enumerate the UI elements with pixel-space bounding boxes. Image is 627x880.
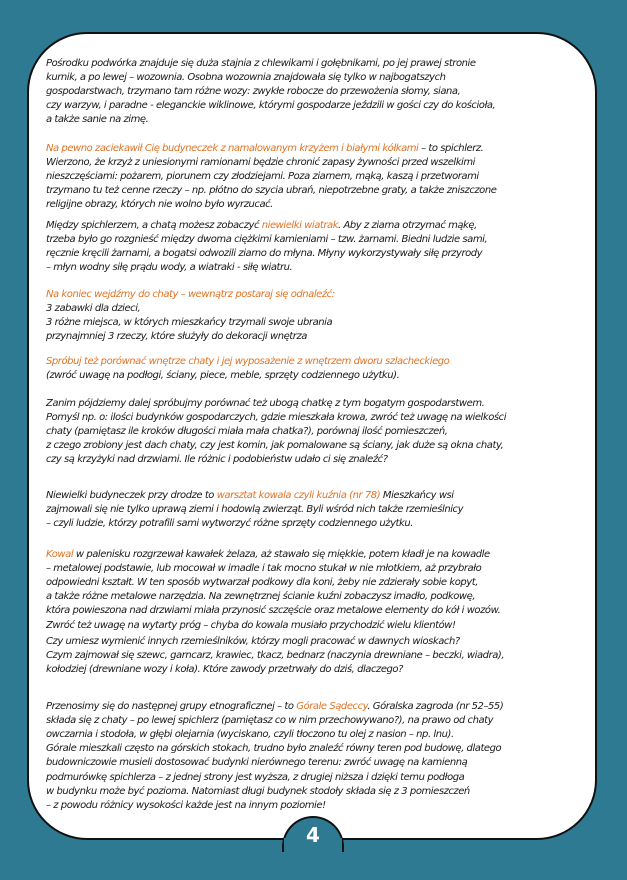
text-line: [46, 742, 501, 756]
page-number: 4: [306, 823, 320, 847]
text-line: [46, 170, 479, 184]
text-line: [46, 330, 307, 344]
body-text: Przenosimy się do następnej grupy etnograficznej – to: [46, 701, 297, 712]
body-text: budowniczowie musieli dostosować budynki nierównego terenu: zwróć uwagę na kamienną: [46, 757, 468, 769]
body-text: Pomyśl np. o: ilości budynków gospodarczych, gdzie mieszkała krowa, zwróć też uwagę na wielkości: [46, 412, 507, 424]
text-line: [46, 219, 477, 233]
body-text: Zwróć też uwagę na wytarty próg – chyba do kowala musiało przychodzić wielu klientów!: [46, 619, 456, 631]
text-line: [46, 397, 484, 411]
text-line: [46, 288, 335, 302]
highlighted-text: Na koniec wejdźmy do chaty – wewnątrz postaraj się odnaleźć:: [46, 289, 335, 300]
body-text: w palenisku rozgrzewał kawałek żelaza, aż stawało się miękkie, potem kładł je na kowadle: [73, 549, 490, 560]
body-text: nieszczęściami: pożarem, piorunem czy złodziejami. Poza ziarnem, mąką, kaszą i przetworami: [46, 171, 479, 183]
highlighted-text: Kowal: [46, 549, 74, 560]
body-text: – czyli ludzie, którzy potrafili sami wytworzyć różne sprzęty codziennego użytku.: [46, 518, 413, 530]
text-line: [46, 799, 326, 813]
text-line: [46, 503, 463, 517]
text-line: [46, 261, 292, 275]
body-text: Czy umiesz wymienić innych rzemieślników, którzy mogli pracować w dawnych wioskach?: [46, 636, 460, 647]
body-text: – z powodu różnicy wysokości każde jest na innym poziomie!: [46, 799, 326, 811]
body-text: Wierzono, że krzyż z uniesionymi ramionami będzie chronić zapasy żywności przed wszelkimi: [46, 157, 476, 169]
text-line: [46, 517, 413, 531]
body-text: 3 zabawki dla dzieci,: [46, 303, 141, 315]
body-text: . Aby z ziarna otrzymać mąkę,: [338, 220, 477, 231]
body-text: owczarnia i stodoła, w głębi olejarnia (wyciskano, czyli tłoczono tu olej z nasion – np. lnu).: [46, 729, 454, 741]
body-text: chaty (pamiętasz ile kroków długości miała mała chatka?), porównaj ilość pomieszczeń,: [46, 426, 448, 438]
text-line: [46, 425, 447, 439]
text-line: [46, 57, 476, 71]
body-text: Mieszkańcy wsi: [380, 490, 454, 501]
text-line: [46, 771, 464, 785]
body-text: trzeba było go rozgnieść między dwoma ciężkimi kamieniami – tzw. żarnami. Biedni ludzie sami,: [46, 234, 488, 246]
text-line: [46, 453, 388, 467]
body-text: odpowiedni kształt. W ten sposób wytwarzał podkowy dla koni, żeby nie zdzierały sobie kopyt,: [46, 577, 478, 589]
text-line: [46, 99, 495, 113]
text-line: [46, 562, 481, 576]
highlighted-text: warsztat kowala czyli kuźnia (nr 78): [216, 490, 381, 501]
body-text: – młyn wodny siłę prądu wody, a wiatraki - siłę wiatru.: [46, 262, 293, 274]
body-text: gospodarstwach, trzymano tam różne wozy: zwykłe robocze do przewożenia słomy, siana,: [46, 86, 461, 98]
text-line: [46, 576, 478, 590]
text-line: [46, 756, 467, 770]
text-line: [46, 619, 456, 633]
body-text: w budynku może być pozioma. Natomiast długi budynek stodoły składa się z 3 pomieszczeń: [46, 785, 470, 797]
body-text: Zanim pójdziemy dalej spróbujmy porównać też ubogą chatkę z tym bogatym gospodarstwem.: [46, 398, 485, 409]
body-text: składa się z chaty – po lewej spichlerz (pamiętasz co w nim przechowywano?), na prawo od chaty: [46, 715, 494, 727]
text-line: [46, 142, 483, 156]
text-line: [46, 184, 496, 198]
body-text: Między spichlerzem, a chatą możesz zobaczyć: [46, 220, 262, 231]
body-text: 3 różne miejsca, w których mieszkańcy trzymali swoje ubrania: [46, 317, 333, 329]
text-line: [46, 156, 475, 170]
body-text: podmurówkę spichlerza – z jednej strony jest wyższa, z drugiej niższa i dzięki temu podłoga: [46, 771, 465, 783]
body-text: która powieszona nad drzwiami miała przynosić szczęście oraz metalowe elementy do kół i wozów.: [46, 605, 501, 617]
highlighted-text: Na pewno zaciekawił Cię budyneczek z namalowanym krzyżem i białymi kółkami: [46, 143, 419, 154]
body-text: trzymano tu też cenne rzeczy – np. płótno do szycia ubrań, niepotrzebne graty, a także zniszczone: [46, 185, 497, 197]
body-text: kołodziej (drewniane wozy i koła). Które zawody przetrwały do dziś, dlaczego?: [46, 664, 403, 676]
body-text: Niewielki budyneczek przy drodze to: [46, 490, 217, 501]
highlighted-text: Spróbuj też porównać wnętrze chaty i jej wyposażenie z wnętrzem dworu szlacheckiego: [46, 356, 450, 367]
text-line: [46, 728, 454, 742]
highlighted-text: Górale Sądeccy: [296, 701, 368, 712]
text-line: [46, 85, 460, 99]
text-line: [46, 247, 482, 261]
body-text: ręcznie kręcili żarnami, a bogatsi odwozili ziarno do młyna. Młyny wykorzystywały siłę przyrody: [46, 248, 483, 260]
body-text: religijne obrazy, których nie wolno było wyrzucać.: [46, 199, 273, 211]
text-line: [46, 439, 503, 453]
text-line: [46, 785, 470, 799]
text-line: [46, 604, 500, 618]
body-text: przynajmniej 3 rzeczy, które służyły do dekoracji wnętrza: [46, 331, 307, 343]
body-text: czy warzyw, i paradne - eleganckie wiklinowe, którymi gospodarze jeździli w gości czy do kościoła,: [46, 100, 496, 112]
body-text: zajmowali się nie tylko uprawą ziemi i hodowlą zwierząt. Byli wśród nich także rzemieślnicy: [46, 504, 464, 516]
text-line: [46, 355, 449, 369]
body-text: a także sanie na zimę.: [46, 114, 149, 126]
body-text: – metalowej podstawie, lub mocował w imadle i tak mocno stukał w nie młotkiem, aż przybrało: [46, 563, 482, 575]
body-text: kurnik, a po lewej – wozownia. Osobna wozownia znajdowała się tylko w najbogatszych: [46, 72, 446, 84]
body-text: . Góralska zagroda (nr 52–55): [367, 701, 504, 712]
text-line: [46, 233, 487, 247]
text-line: [46, 700, 503, 714]
body-text: Górale mieszkali często na górskich stokach, trudno było znaleźć równy teren pod budowę, dlatego: [46, 743, 502, 755]
text-line: [46, 714, 493, 728]
text-line: [46, 663, 403, 677]
body-text: czy są krzyżyki nad drzwiami. Ile różnic i podobieństw udało ci się znaleźć?: [46, 454, 388, 466]
text-line: [46, 198, 273, 212]
text-line: [46, 548, 490, 562]
body-text: Czym zajmował się szewc, garncarz, krawiec, tkacz, bednarz (naczynia drewniane – beczki, wiadra),: [46, 650, 505, 662]
text-line: [46, 71, 446, 85]
body-text: a także różne metalowe narzędzia. Na zewnętrznej ścianie kuźni zobaczysz imadło, podkowę,: [46, 591, 476, 603]
text-line: [46, 489, 454, 503]
body-text: (zwróć uwagę na podłogi, ściany, piece, meble, sprzęty codziennego użytku).: [46, 370, 400, 382]
text-line: [46, 411, 506, 425]
text-line: [46, 316, 332, 330]
body-text: Pośrodku podwórka znajduje się duża stajnia z chlewikami i gołębnikami, po jej prawej stronie: [46, 58, 476, 69]
text-line: [46, 649, 504, 663]
text-line: [46, 635, 460, 649]
body-text: z czego zrobiony jest dach chaty, czy jest komin, jak pomalowane są ściany, jak duże są okna chaty,: [46, 440, 504, 452]
text-line: [46, 113, 148, 127]
highlighted-text: niewielki wiatrak: [261, 220, 339, 231]
body-text: – to spichlerz.: [418, 143, 484, 154]
text-line: [46, 369, 399, 383]
text-line: [46, 590, 475, 604]
text-line: [46, 302, 140, 316]
